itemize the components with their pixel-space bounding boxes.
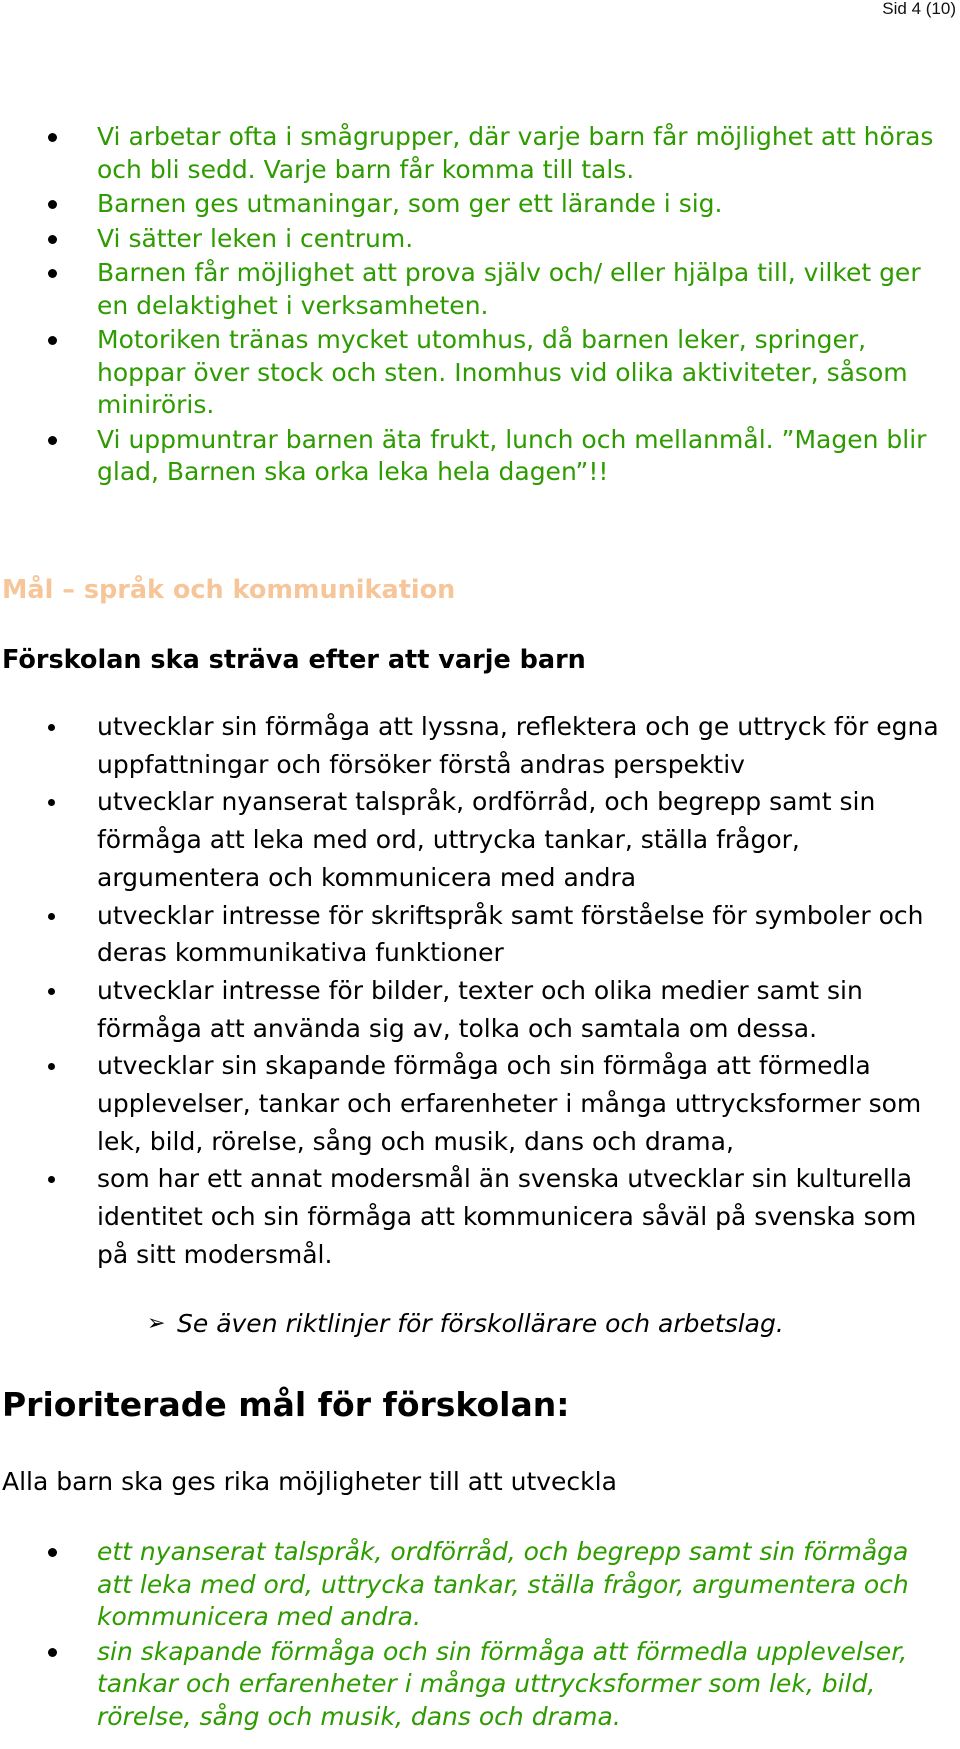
list-item (0, 121, 960, 186)
list-item-text: utvecklar nyanserat talspråk, ordförråd, och begrepp samt sin förmåga att leka med ord, uttrycka tankar, ställa frågor, argumentera och kommunicera med andra (97, 787, 876, 892)
list-item (0, 1636, 960, 1734)
list-item-text: Vi uppmuntrar barnen äta frukt, lunch och mellanmål. ”Magen blir glad, Barnen ska orka leka hela dagen”!! (97, 424, 927, 486)
bullet-icon (48, 235, 57, 244)
list-item (0, 897, 960, 972)
priority-list (0, 1536, 960, 1733)
list-item-text: sin skapande förmåga och sin förmåga att förmedla upplevelser, tankar och erfarenheter i många uttrycksformer som lek, bild, rörelse, sång och musik, dans och drama. (97, 1636, 908, 1731)
bullet-icon (48, 1648, 57, 1657)
list-item-text: Vi arbetar ofta i smågrupper, där varje barn får möjlighet att höras och bli sedd. Varje barn får komma till tals. (97, 122, 934, 184)
bullet-icon (48, 1063, 55, 1070)
list-item-text: ett nyanserat talspråk, ordförråd, och begrepp samt sin förmåga att leka med ord, uttrycka tankar, ställa frågor, argumentera och kommunicera med andra. (97, 1537, 909, 1631)
goal-list-section (0, 708, 960, 1274)
list-item-text: som har ett annat modersmål än svenska utvecklar sin kulturella identitet och sin förmåga att kommunicera såväl på svenska som på sitt modersmål. (97, 1164, 917, 1269)
list-item (0, 1160, 960, 1273)
bullet-icon (48, 1176, 55, 1183)
list-item-text: Vi sätter leken i centrum. (97, 223, 414, 253)
bullet-icon (48, 1548, 57, 1557)
list-item-text: utvecklar sin förmåga att lyssna, reflektera och ge uttryck för egna uppfattningar och försöker förstå andras perspektiv (97, 712, 939, 779)
page-number: Sid 4 (10) (882, 0, 956, 18)
bullet-icon (48, 724, 55, 731)
list-item (0, 223, 960, 256)
priority-intro: Alla barn ska ges rika möjligheter till att utveckla (2, 1467, 617, 1496)
bullet-icon (48, 336, 57, 345)
bullet-icon (48, 988, 55, 995)
list-item-text: utvecklar intresse för bilder, texter och olika medier samt sin förmåga att använda sig av, tolka och samtala om dessa. (97, 975, 863, 1043)
list-item (0, 708, 960, 783)
list-item-text: Barnen ges utmaningar, som ger ett lärande i sig. (97, 189, 723, 218)
list-item (0, 188, 960, 221)
list-item (0, 257, 960, 322)
list-item-text: Motoriken tränas mycket utomhus, då barnen leker, springer, hoppar över stock och sten. Inomhus vid olika aktiviteter, såsom miniröris. (97, 325, 908, 419)
bullet-icon (48, 799, 55, 806)
list-item (0, 1536, 960, 1634)
intro-list (0, 121, 960, 489)
see-also-text: Se även riktlinjer för förskollärare och arbetslag. (177, 1309, 784, 1338)
goal-list (0, 708, 960, 1274)
arrow-bullet-icon: ➢ (147, 1311, 166, 1336)
bullet-icon (48, 133, 57, 142)
list-item (0, 324, 960, 422)
list-item-text: utvecklar sin skapande förmåga och sin förmåga att förmedla upplevelser, tankar och erfarenheter i många uttrycksformer som lek, bild, rörelse, sång och musik, dans och drama, (97, 1051, 922, 1156)
bullet-icon (48, 200, 57, 209)
priority-heading: Prioriterade mål för förskolan: (2, 1385, 570, 1424)
goal-subheading: Förskolan ska sträva efter att varje barn (2, 645, 586, 675)
intro-list-section (0, 121, 960, 491)
list-item (0, 424, 960, 489)
list-item-text: Barnen får möjlighet att prova själv och/ eller hjälpa till, vilket ger en delaktighet i verksamheten. (97, 258, 921, 320)
bullet-icon (48, 436, 57, 445)
list-item (0, 972, 960, 1047)
priority-list-section (0, 1536, 960, 1735)
list-item (0, 1047, 960, 1160)
bullet-icon (48, 269, 57, 278)
list-item-text: utvecklar intresse för skriftspråk samt förståelse för symboler och deras kommunikativa funktioner (97, 900, 924, 968)
goal-heading: Mål – språk och kommunikation (2, 575, 456, 605)
list-item (0, 783, 960, 896)
bullet-icon (48, 913, 55, 920)
